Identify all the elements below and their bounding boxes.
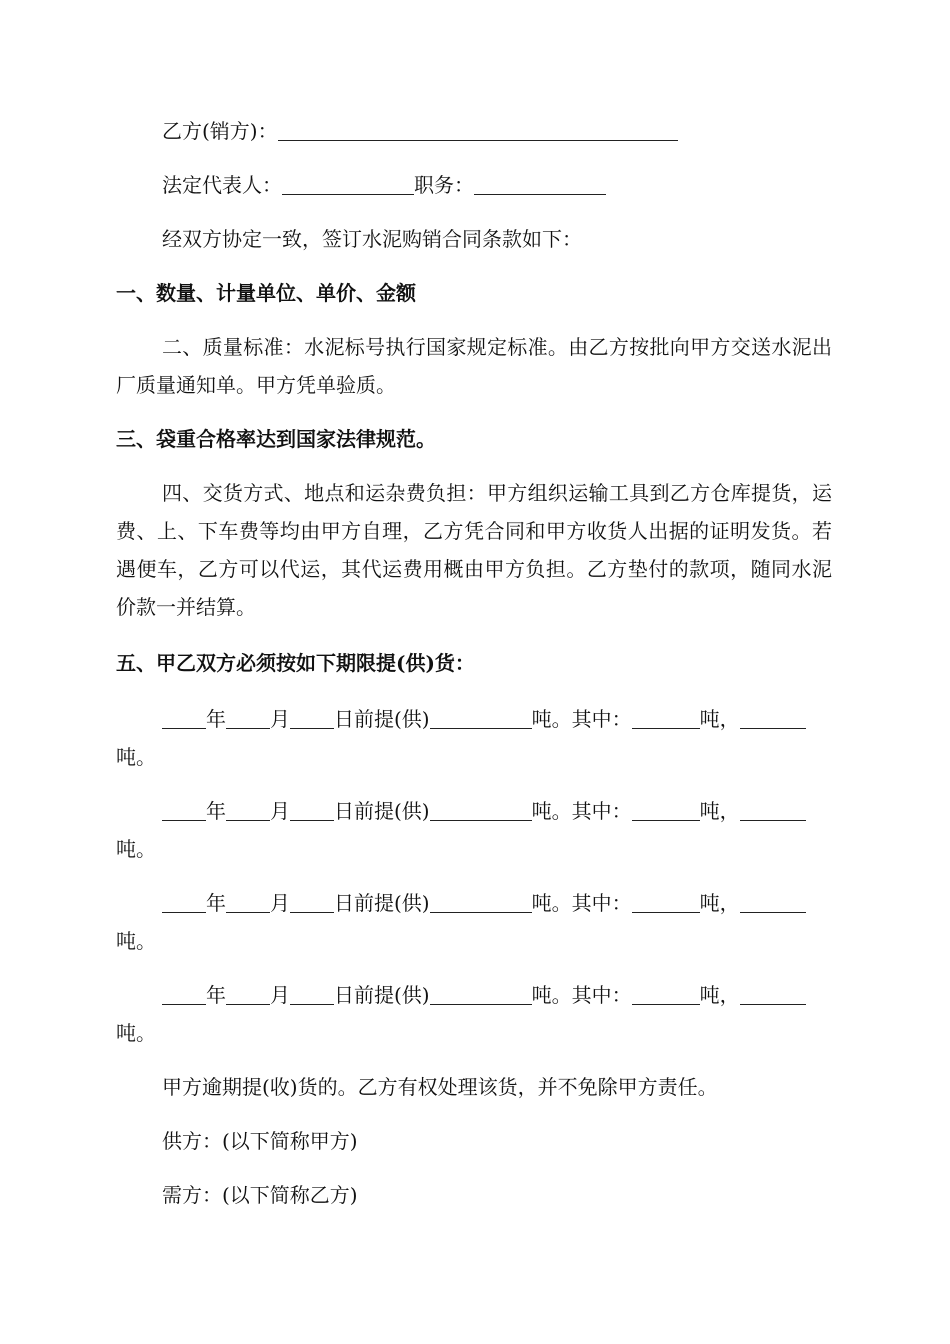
representative-line [116, 166, 832, 204]
supplier-line: 供方：(以下简称甲方) [162, 1129, 358, 1153]
tons-of-label: 吨。其中： [531, 799, 632, 823]
year-label: 年 [206, 891, 226, 915]
year-blank[interactable] [162, 982, 206, 1005]
schedule-row-end: 吨。 [116, 929, 156, 953]
schedule-row [116, 792, 832, 830]
total-tons-blank[interactable] [430, 798, 532, 821]
part-b-blank[interactable] [740, 798, 806, 821]
day-blank[interactable] [290, 798, 334, 821]
tons-of-label: 吨。其中： [531, 983, 632, 1007]
total-tons-blank[interactable] [430, 982, 532, 1005]
year-blank[interactable] [162, 890, 206, 913]
month-blank[interactable] [226, 890, 270, 913]
month-blank[interactable] [226, 798, 270, 821]
day-label: 日前提(供) [334, 707, 430, 731]
day-blank[interactable] [290, 706, 334, 729]
month-label: 月 [270, 891, 290, 915]
tons-of-label: 吨。其中： [531, 707, 632, 731]
part-b-blank[interactable] [740, 706, 806, 729]
intro-text: 经双方协定一致，签订水泥购销合同条款如下： [162, 227, 582, 251]
position-blank[interactable] [474, 172, 606, 195]
schedule-row-end: 吨。 [116, 745, 156, 769]
seller-label: 乙方(销方)： [162, 119, 278, 143]
day-label: 日前提(供) [334, 799, 430, 823]
clause-1-heading: 一、数量、计量单位、单价、金额 [116, 281, 416, 305]
clause-3-heading: 三、袋重合格率达到国家法律规范。 [116, 427, 436, 451]
tons-comma-label: 吨， [699, 891, 740, 915]
buyer-line: 需方：(以下简称乙方) [162, 1183, 358, 1207]
tons-of-label: 吨。其中： [531, 891, 632, 915]
total-tons-blank[interactable] [430, 706, 532, 729]
seller-blank[interactable] [278, 118, 678, 141]
representative-blank[interactable] [282, 172, 414, 195]
year-label: 年 [206, 983, 226, 1007]
tons-comma-label: 吨， [699, 707, 740, 731]
month-label: 月 [270, 707, 290, 731]
month-label: 月 [270, 799, 290, 823]
month-label: 月 [270, 983, 290, 1007]
position-label: 职务： [414, 173, 474, 197]
year-label: 年 [206, 799, 226, 823]
year-blank[interactable] [162, 706, 206, 729]
part-a-blank[interactable] [632, 890, 700, 913]
schedule-row [116, 884, 832, 922]
part-b-blank[interactable] [740, 890, 806, 913]
clause-4-text: 四、交货方式、地点和运杂费负担：甲方组织运输工具到乙方仓库提货，运费、上、下车费等均由甲方自理，乙方凭合同和甲方收货人出据的证明发货。若遇便车，乙方可以代运，其代运费用概由甲方负担。乙方垫付的款项，随同水泥价款一并结算。 [116, 481, 832, 619]
seller-line [116, 112, 832, 150]
part-a-blank[interactable] [632, 798, 700, 821]
year-blank[interactable] [162, 798, 206, 821]
year-label: 年 [206, 707, 226, 731]
part-b-blank[interactable] [740, 982, 806, 1005]
part-a-blank[interactable] [632, 706, 700, 729]
tons-comma-label: 吨， [699, 799, 740, 823]
schedule-row-end: 吨。 [116, 837, 156, 861]
representative-label: 法定代表人： [162, 173, 282, 197]
day-label: 日前提(供) [334, 983, 430, 1007]
total-tons-blank[interactable] [430, 890, 532, 913]
day-blank[interactable] [290, 982, 334, 1005]
day-label: 日前提(供) [334, 891, 430, 915]
schedule-row [116, 700, 832, 738]
tons-comma-label: 吨， [699, 983, 740, 1007]
clause-2-text: 二、质量标准：水泥标号执行国家规定标准。由乙方按批向甲方交送水泥出厂质量通知单。甲方凭单验质。 [116, 335, 832, 397]
month-blank[interactable] [226, 982, 270, 1005]
day-blank[interactable] [290, 890, 334, 913]
part-a-blank[interactable] [632, 982, 700, 1005]
clause-5-heading: 五、甲乙双方必须按如下期限提(供)货： [116, 651, 475, 675]
schedule-row-end: 吨。 [116, 1021, 156, 1045]
month-blank[interactable] [226, 706, 270, 729]
schedule-row [116, 976, 832, 1014]
overdue-text: 甲方逾期提(收)货的。乙方有权处理该货，并不免除甲方责任。 [162, 1075, 718, 1099]
